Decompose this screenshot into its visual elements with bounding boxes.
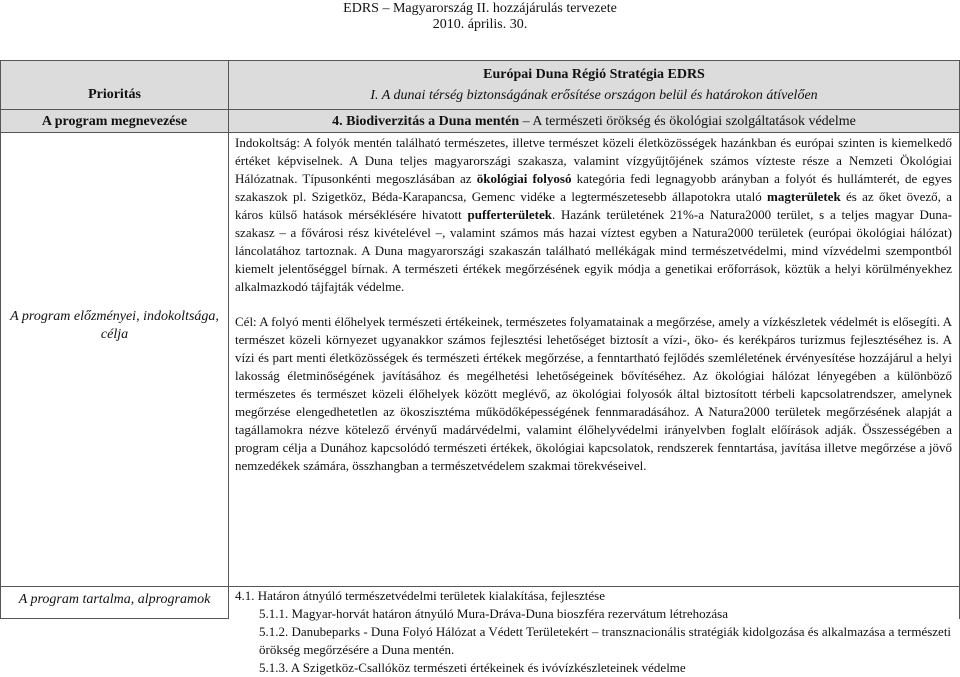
program-name-label-cell bbox=[0, 109, 229, 133]
priority-label-cell bbox=[0, 60, 229, 110]
term-ecological-corridor: ökológiai folyosó bbox=[476, 171, 572, 186]
content-label: A program tartalma, alprogramok bbox=[18, 592, 211, 607]
document-header-date: 2010. április. 30. bbox=[432, 17, 528, 32]
subprogram-item: 5.1.3. A Szigetköz-Csallóköz természeti értékeinek és ivóvízkészleteinek védelme bbox=[259, 660, 686, 675]
subprogram-list bbox=[229, 587, 959, 677]
document-header-title: EDRS – Magyarország II. hozzájárulás tervezete bbox=[343, 1, 617, 16]
program-name-rest: – A természeti örökség és ökológiai szolgáltatások védelme bbox=[519, 114, 856, 129]
priority-value-cell bbox=[228, 60, 960, 110]
program-name-label: A program megnevezése bbox=[41, 114, 188, 129]
term-buffer-zones: pufferterületek bbox=[467, 207, 552, 222]
subprogram-item: 4.1. Határon átnyúló természetvédelmi területek kialakítása, fejlesztése bbox=[235, 588, 605, 603]
subprogram-item: 5.1.2. Danubeparks - Duna Folyó Hálózat a Védett Területekért – transznacionális stratégiák kidolgozása és alkalmazása a természeti örökség megőrzésére a Duna mentén. bbox=[259, 624, 952, 657]
term-core-areas: magterületek bbox=[767, 189, 841, 204]
priority-label: Prioritás bbox=[88, 87, 141, 102]
justification-part: és az őket övező, a káros külső hatások mérséklésére hivatott bbox=[235, 189, 953, 222]
goal-paragraph: Cél: A folyó menti élőhelyek természeti értékeinek, természetes folyamatainak a megőrzése, amely a vízkészletek védelmét is elősegíti. A természet közeli környezet ugyanakkor számos fejlesztési lehetőséget biztosít a vízi-, öko- és kerékpáros turizmus fejlesztéséhez is. A vízi és part menti életközösségek és természeti értékek megőrzése, a fenntartható fejlődés szemléletének érvényesítése hozzájárul a helyi lakosság életminőségének javításához és megélhetési lehetőségeinek bővítéséhez. Az ökológiai hálózat lényegében a különböző természetes és természet közeli élőhelyek között meglévő, az ökológiai folyosók által biztosított térbeli kapcsolatrendszer, amelynek megőrzése elengedhetetlen az ökoszisztéma működőképességének fennmaradásához. A Natura2000 területek megőrzésének alapját a tagállamokra nézve kötelező érvényű madárvédelmi, valamint élőhelyvédelmi irányelvben foglalt előírások adják. Összességében a program célja a Dunához kapcsolódó természeti értékek, ökológiai kapcsolatok, rendszerek fenntartása, javítása illetve megőrzése a jövő nemzedékek számára, összhangban a természetvédelem szakmai törekvéseivel. bbox=[235, 314, 952, 473]
antecedents-label: A program előzményei, indokoltsága, célja bbox=[10, 309, 219, 342]
priority-value: I. A dunai térség biztonságának erősítése országon belül és határokon átívelően bbox=[370, 88, 818, 103]
program-table bbox=[0, 60, 960, 675]
justification-part: . Hazánk területének 21%-a Natura2000 terület, s a teljes magyar Duna-szakasz – a fővárosi rész kivételével –, valamint számos más hazai víztest egyben a Natura2000 területek (európai ökológiai hálózat) láncolatához tartoznak. A Duna magyarországi szakaszán található mellékágak mind természetvédelmi, mind vízvédelmi szempontból kiemelt jelentőséggel bírnak. A természeti értékek megőrzésének egyik módja a genetikai erőforrások, köztük a helyi körülményekhez alkalmazkodó tájfajták védelme. bbox=[235, 207, 952, 294]
justification-paragraph bbox=[235, 134, 952, 296]
content-cell bbox=[228, 586, 960, 675]
justification-text bbox=[229, 133, 959, 475]
antecedents-label-cell bbox=[0, 132, 229, 587]
justification-part: Indokoltság: A folyók mentén található természetes, illetve természet közeli életközösségek hazánkban és európai szinten is kiemelkedő értéket képviselnek. A Duna teljes magyarországi szakasza, valamint vízgyűjtőjének számos vízteste része a Nemzeti Ökológiai Hálózatnak. Típusonkénti megoszlásában az bbox=[235, 135, 952, 186]
program-name-cell bbox=[228, 109, 960, 133]
content-label-cell bbox=[0, 586, 229, 619]
antecedents-content-cell bbox=[228, 132, 960, 587]
program-name-bold: 4. Biodiverzitás a Duna mentén bbox=[332, 114, 520, 129]
strategy-title: Európai Duna Régió Stratégia EDRS bbox=[483, 67, 705, 82]
subprogram-item: 5.1.1. Magyar-horvát határon átnyúló Mura-Dráva-Duna bioszféra rezervátum létrehozása bbox=[259, 606, 728, 621]
justification-part: kategória fedi legnagyobb arányban a folyót és hullámterét, de egyes szakaszok pl. Szigetköz, Béda-Karapancsa, Gemenc vidéke a legtermészetesebb állapotokra utaló bbox=[235, 171, 952, 204]
